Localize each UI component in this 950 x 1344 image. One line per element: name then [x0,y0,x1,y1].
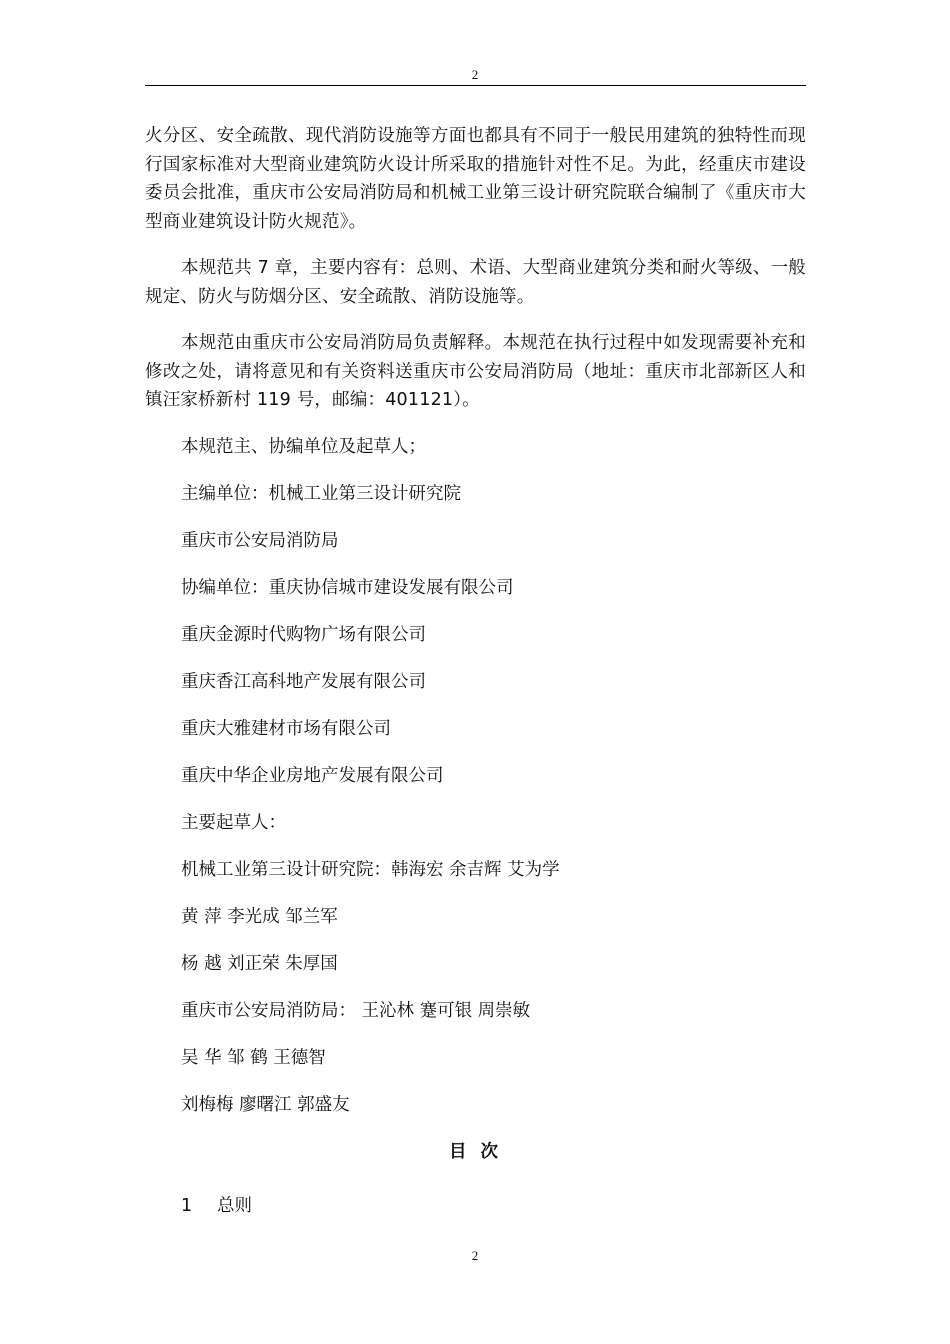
toc-item-number: 1 [181,1195,193,1216]
text-line: 主要起草人： [181,812,286,833]
paragraph-continuation: 火分区、安全疏散、现代消防设施等方面也都具有不同于一般民用建筑的独特性而现行国家标准对大型商业建筑防火设计所采取的措施针对性不足。为此，经重庆市建设委员会批准，重庆市公安局消防局和机械工业第三设计研究院联合编制了《重庆市大型商业建筑设计防火规范》。 [145,126,806,232]
text-line: 重庆市公安局消防局： 王沁林 蹇可银 周崇敏 [181,1000,531,1021]
paragraph-interpretation: 本规范由重庆市公安局消防局负责解释。本规范在执行过程中如发现需要补充和修改之处，请将意见和有关资料送重庆市公安局消防局（地址：重庆市北部新区人和镇汪家桥新村 119 号，邮编：401121）。 [145,333,806,410]
text-line: 刘梅梅 廖曙江 郭盛友 [181,1094,350,1115]
text-line: 杨 越 刘正荣 朱厚国 [181,953,338,974]
paragraph-contents-summary: 本规范共 7 章，主要内容有：总则、术语、大型商业建筑分类和耐火等级、一般规定、防火与防烟分区、安全疏散、消防设施等。 [145,258,806,307]
text-line: 重庆大雅建材市场有限公司 [181,718,391,739]
toc-item[interactable] [145,1192,806,1220]
text-line: 重庆中华企业房地产发展有限公司 [181,765,444,786]
text-line: 黄 萍 李光成 邹兰军 [181,906,338,927]
toc-title: 目 次 [448,1141,503,1162]
footer-page-number: 2 [471,1248,479,1263]
text-line: 重庆香江高科地产发展有限公司 [181,671,426,692]
text-line: 重庆市公安局消防局 [181,530,339,551]
text-line: 机械工业第三设计研究院：韩海宏 余吉辉 艾为学 [181,859,560,880]
header-page-number: 2 [471,67,479,82]
text-line: 主编单位：机械工业第三设计研究院 [181,483,461,504]
text-line: 吴 华 邹 鹤 王德智 [181,1047,326,1068]
toc-item-label: 总则 [217,1195,252,1216]
page-body [145,122,806,1220]
text-line: 协编单位：重庆协信城市建设发展有限公司 [181,577,514,598]
text-line: 本规范主、协编单位及起草人； [181,436,426,457]
text-line: 重庆金源时代购物广场有限公司 [181,624,426,645]
header-rule [145,85,806,86]
